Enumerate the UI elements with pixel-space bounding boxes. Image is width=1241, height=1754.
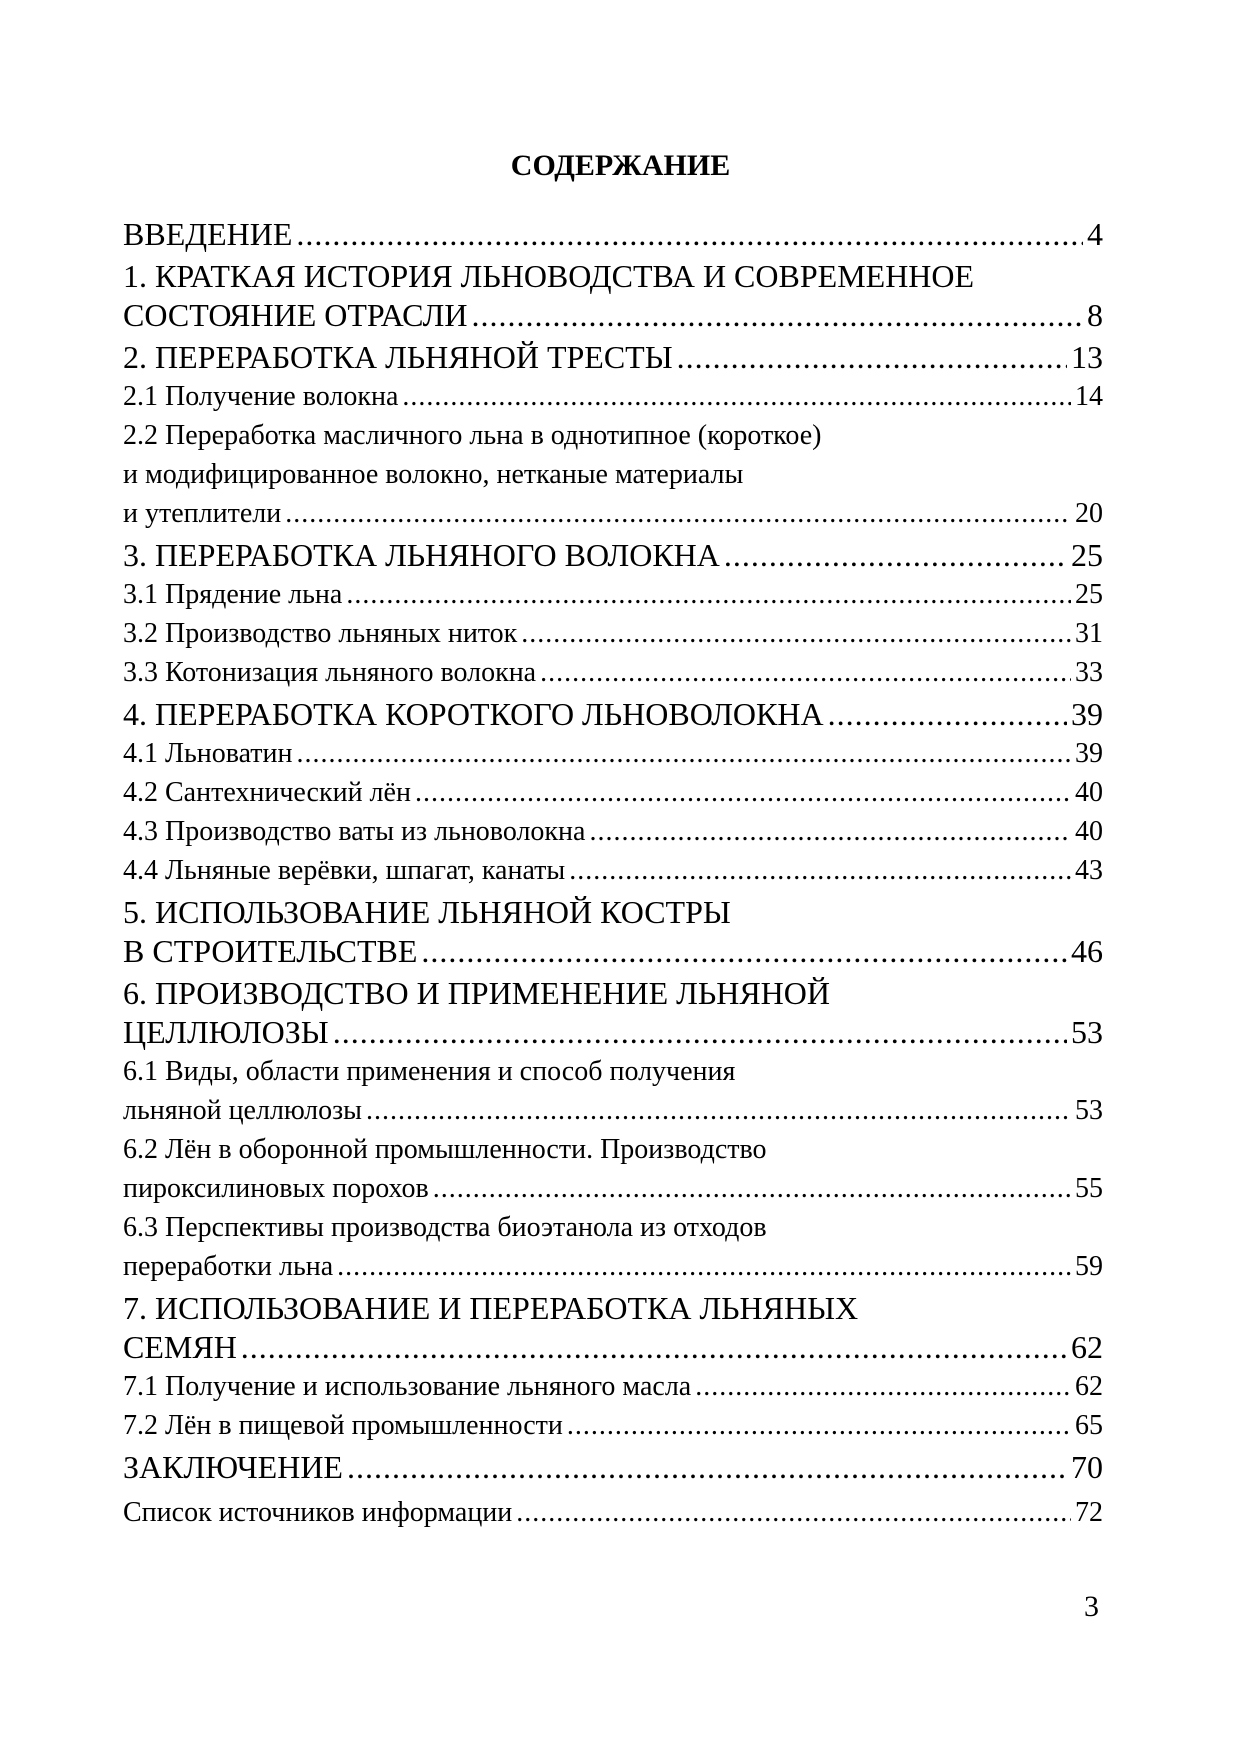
leader-dots [421,932,1067,971]
toc-entry-text: В СТРОИТЕЛЬСТВЕ [123,933,418,969]
toc-entry-text: 7. ИСПОЛЬЗОВАНИЕ И ПЕРЕРАБОТКА ЛЬНЯНЫХ [123,1290,859,1326]
leader-dots [346,575,1071,614]
toc-entry-text: 4.3 Производство ваты из льноволокна [123,816,586,847]
toc-entry-section-4-3[interactable] [123,812,1103,851]
toc-entry-section-2-1[interactable] [123,377,1103,416]
leader-dots [677,338,1067,377]
toc-entry-text: 3.2 Производство льняных ниток [123,618,518,649]
leader-dots [471,296,1083,335]
toc-entry-text: 4. ПЕРЕРАБОТКА КОРОТКОГО ЛЬНОВОЛОКНА [123,696,824,732]
leader-dots [347,1448,1067,1487]
leader-dots [337,1247,1071,1286]
toc-entry-text: 2.1 Получение волокна [123,381,399,412]
toc-page-number: 59 [1075,1251,1103,1282]
toc-entry-text: 4.1 Льноватин [123,738,293,769]
toc-entry-text: 3.3 Котонизация льняного волокна [123,657,537,688]
toc-page-number: 31 [1075,618,1103,649]
leader-dots [540,653,1071,692]
toc-entry-text: 5. ИСПОЛЬЗОВАНИЕ ЛЬНЯНОЙ КОСТРЫ [123,894,731,930]
toc-entry-chapter-3[interactable] [123,536,1103,575]
toc-entry-text: льняной целлюлозы [123,1095,362,1126]
leader-dots [402,377,1071,416]
toc-entry-section-2-2[interactable] [123,416,1103,533]
toc-entry-chapter-1[interactable] [123,257,1103,335]
toc-page-number: 4 [1087,216,1103,252]
toc-entry-text: и модифицированное волокно, нетканые материалы [123,459,744,490]
toc-entry-text: 7.2 Лён в пищевой промышленности [123,1410,563,1441]
toc-page-number: 8 [1087,297,1103,333]
toc-page-number: 72 [1075,1497,1103,1528]
toc-entry-text: и утеплители [123,498,282,529]
toc-page-number: 40 [1075,777,1103,808]
toc-entry-text: 4.4 Льняные верёвки, шпагат, канаты [123,855,566,886]
toc-entry-text: 6.1 Виды, области применения и способ получения [123,1056,736,1087]
leader-dots [521,614,1071,653]
leader-dots [516,1493,1071,1532]
leader-dots [285,494,1071,533]
toc-entry-section-7-2[interactable] [123,1406,1103,1445]
leader-dots [724,536,1067,575]
toc-entry-section-4-2[interactable] [123,773,1103,812]
toc-entry-references[interactable] [123,1493,1103,1532]
toc-entry-text: СОСТОЯНИЕ ОТРАСЛИ [123,297,468,333]
toc-entry-section-3-3[interactable] [123,653,1103,692]
toc-entry-text: 3.1 Прядение льна [123,579,343,610]
leader-dots [366,1091,1071,1130]
leader-dots [828,695,1067,734]
toc-entry-text: СЕМЯН [123,1329,237,1365]
toc-page-number: 43 [1075,855,1103,886]
toc-entry-conclusion[interactable] [123,1448,1103,1487]
toc-entry-section-4-1[interactable] [123,734,1103,773]
leader-dots [297,734,1071,773]
toc-entry-text: 4.2 Сантехнический лён [123,777,411,808]
toc-entry-text: 3. ПЕРЕРАБОТКА ЛЬНЯНОГО ВОЛОКНА [123,537,720,573]
leader-dots [241,1328,1067,1367]
leader-dots [333,1013,1067,1052]
toc-page-number: 25 [1071,537,1103,573]
toc-entry-section-7-1[interactable] [123,1367,1103,1406]
toc-entry-section-4-4[interactable] [123,851,1103,890]
toc-page-number: 39 [1075,738,1103,769]
table-of-contents [123,212,1103,1532]
leader-dots [695,1367,1071,1406]
toc-entry-chapter-7[interactable] [123,1289,1103,1367]
leader-dots [433,1169,1071,1208]
leader-dots [567,1406,1071,1445]
toc-page-number: 62 [1075,1371,1103,1402]
toc-entry-chapter-4[interactable] [123,695,1103,734]
toc-page-number: 53 [1071,1014,1103,1050]
toc-entry-section-3-1[interactable] [123,575,1103,614]
leader-dots [569,851,1071,890]
toc-entry-introduction[interactable] [123,215,1103,254]
toc-page-number: 70 [1071,1449,1103,1485]
toc-page-number: 55 [1075,1173,1103,1204]
toc-entry-text: 7.1 Получение и использование льняного масла [123,1371,692,1402]
toc-entry-chapter-2[interactable] [123,338,1103,377]
toc-entry-section-3-2[interactable] [123,614,1103,653]
toc-entry-text: Список источников информации [123,1497,513,1528]
toc-entry-chapter-5[interactable] [123,893,1103,971]
toc-page-number: 25 [1075,579,1103,610]
page-number: 3 [1084,1590,1099,1623]
toc-entry-text: ЗАКЛЮЧЕНИЕ [123,1449,343,1485]
toc-entry-text: ВВЕДЕНИЕ [123,216,293,252]
leader-dots [589,812,1071,851]
leader-dots [296,215,1083,254]
toc-page-number: 20 [1075,498,1103,529]
toc-entry-section-6-3[interactable] [123,1208,1103,1286]
toc-entry-section-6-2[interactable] [123,1130,1103,1208]
toc-page-number: 65 [1075,1410,1103,1441]
toc-entry-text: 2. ПЕРЕРАБОТКА ЛЬНЯНОЙ ТРЕСТЫ [123,339,673,375]
toc-entry-text: ЦЕЛЛЮЛОЗЫ [123,1014,329,1050]
page-title: СОДЕРЖАНИЕ [510,149,731,182]
toc-entry-text: 1. КРАТКАЯ ИСТОРИЯ ЛЬНОВОДСТВА И СОВРЕМЕННОЕ [123,258,975,294]
toc-page-number: 33 [1075,657,1103,688]
toc-page-number: 53 [1075,1095,1103,1126]
toc-entry-text: 6.3 Перспективы производства биоэтанола из отходов [123,1212,767,1243]
toc-entry-section-6-1[interactable] [123,1052,1103,1130]
toc-entry-text: 2.2 Переработка масличного льна в однотипное (короткое) [123,420,822,451]
toc-page-number: 40 [1075,816,1103,847]
toc-entry-chapter-6[interactable] [123,974,1103,1052]
toc-page-number: 13 [1071,339,1103,375]
toc-entry-text: 6. ПРОИЗВОДСТВО И ПРИМЕНЕНИЕ ЛЬНЯНОЙ [123,975,830,1011]
leader-dots [415,773,1071,812]
toc-page-number: 39 [1071,696,1103,732]
toc-entry-text: 6.2 Лён в оборонной промышленности. Производство [123,1134,767,1165]
toc-page-number: 62 [1071,1329,1103,1365]
toc-entry-text: переработки льна [123,1251,334,1282]
toc-page-number: 14 [1075,381,1103,412]
toc-entry-text: пироксилиновых порохов [123,1173,429,1204]
toc-page-number: 46 [1071,933,1103,969]
